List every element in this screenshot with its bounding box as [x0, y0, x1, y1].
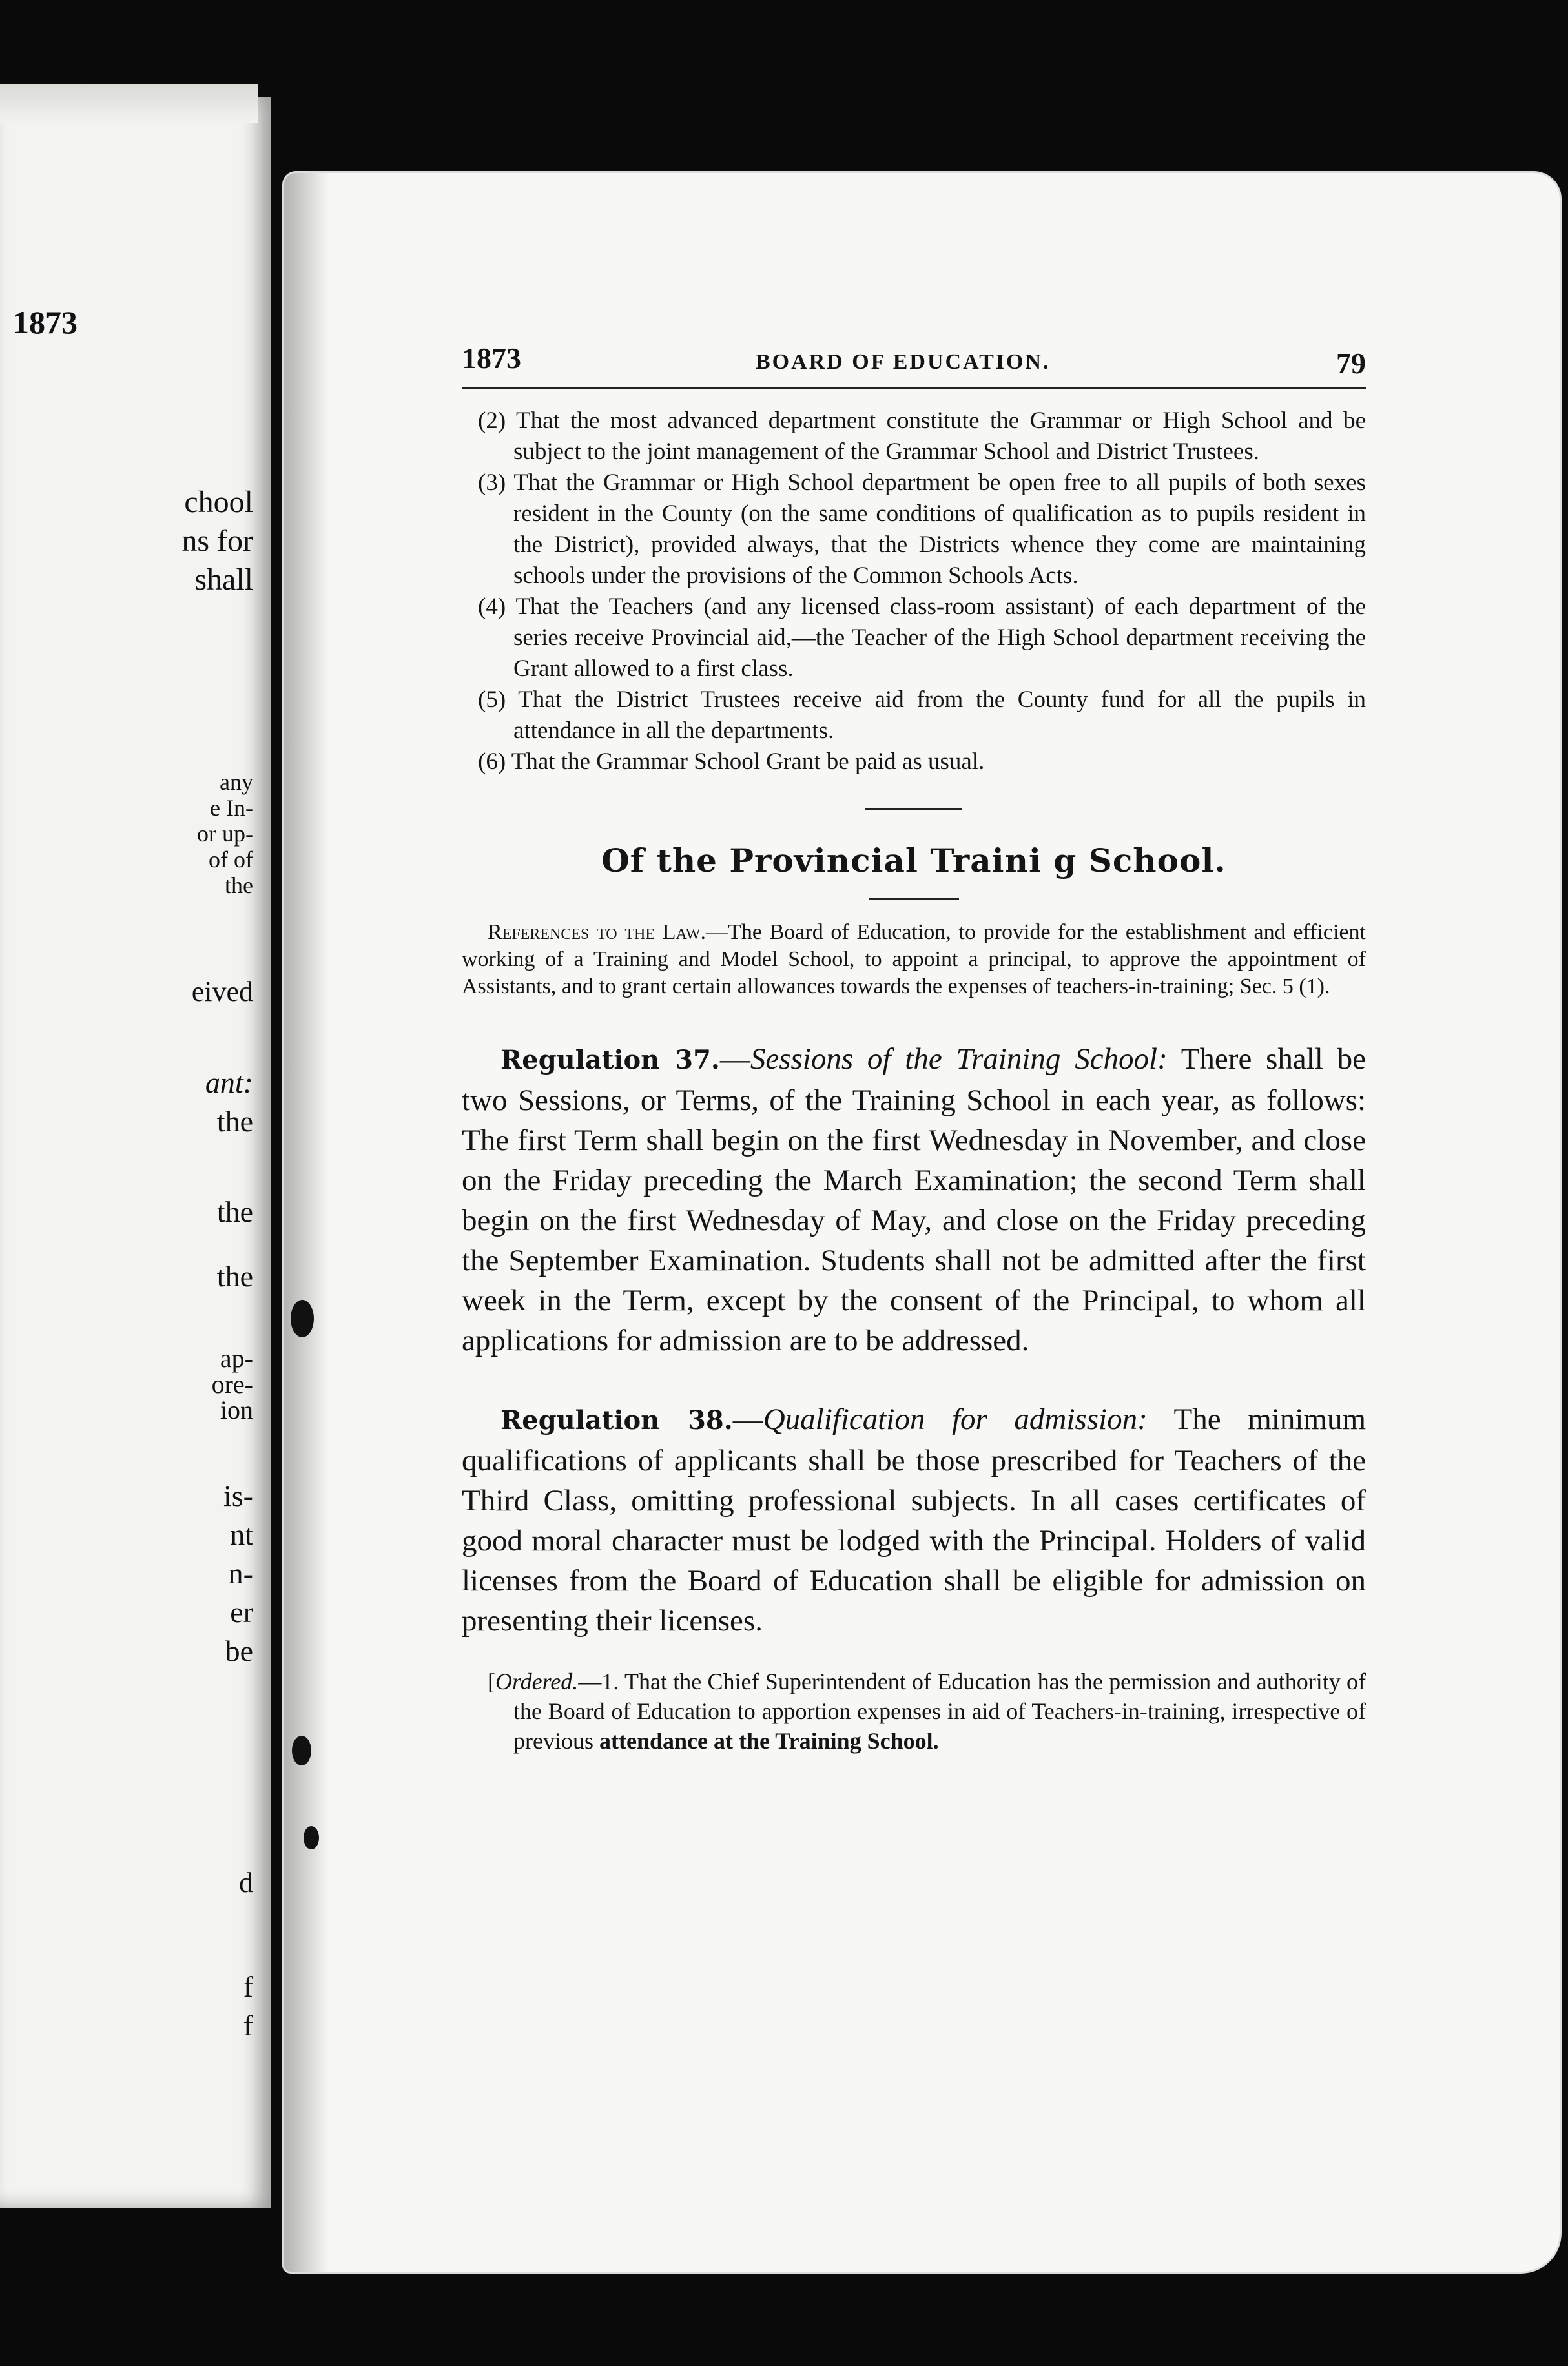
references-label: References to the Law.: [488, 920, 707, 944]
ink-blot: [291, 1300, 314, 1337]
regulation-subject: Qualification for admission:: [763, 1403, 1148, 1436]
left-page-fragment: e In-: [210, 795, 253, 821]
left-page-fragment: chool: [184, 485, 253, 519]
section-divider: [865, 808, 962, 810]
references-text: —The Board of Education, to provide for the establishment and efficient working of a Training and Model School, to appoint a principal, to approve the appointment of Assistants, and to grant certain allowances towards the expenses of teachers-in-training; Sec. 5 (1).: [462, 920, 1366, 998]
left-page-fragment: the: [216, 1260, 253, 1293]
left-page-fragment: nt: [230, 1518, 253, 1551]
regulation-text: There shall be two Sessions, or Terms, of the Training School in each year, as follows: The first Term shall begin on the first Wednesday in November, and close on the Friday preceding the March Examination; the second Term shall begin on the first Wednesday of May, and close on the Friday preceding the September Examination. Students shall not be admitted after the first week in the Term, except by the consent of the Principal, to whom all applications for admission are to be addressed.: [462, 1042, 1366, 1357]
section-divider: [869, 898, 959, 900]
left-page-fragment: f: [243, 1970, 253, 2003]
condition-item: (5) That the District Trustees receive aid from the County fund for all the pupils in attendance in all the departments.: [478, 686, 1366, 744]
previous-page: [0, 97, 271, 2208]
left-page-fragment: f: [243, 2009, 253, 2042]
page-content: [462, 341, 1366, 1756]
section-heading: Of the Provincial Traini g School.: [601, 841, 1226, 880]
left-page-rule: [0, 349, 252, 355]
gutter-shadow: [284, 173, 329, 2272]
condition-item: (6) That the Grammar School Grant be paid as usual.: [478, 748, 985, 775]
left-page-fragment: er: [230, 1596, 253, 1629]
left-page-fragment: shall: [194, 562, 253, 597]
left-page-fragment: the: [216, 1195, 253, 1228]
left-page-fragment: eived: [191, 976, 253, 1007]
regulation-text: The minimum qualifications of applicants shall be those prescribed for Teachers of the Third Class, omitting professional subjects. In all cases certificates of good moral character must be lodged with the Principal. Holders of valid licenses from the Board of Education shall be eligible for admission on presenting their licenses.: [462, 1403, 1366, 1638]
left-page-fragment: n-: [228, 1557, 253, 1590]
condition-item: (3) That the Grammar or High School department be open free to all pupils of both sexes resident in the County (on the same conditions of qualification as to pupils resident in the District), provided always, that the Districts whence they come are maintaining schools under the provisions of the Common Schools Acts.: [478, 469, 1366, 589]
left-page-fragment: any: [220, 769, 253, 795]
left-page-fragment: of of: [209, 847, 253, 872]
left-page-fragment: ant:: [205, 1066, 253, 1099]
regulation-label: Regulation 38.: [500, 1405, 733, 1435]
references-to-law: [462, 919, 1366, 1000]
book-page: [284, 173, 1560, 2272]
ordered-text: —1. That the Chief Superintendent of Education has the permission and authority of the Board of Education to apportion expenses in aid of Teachers-in-training, irrespective of previous: [513, 1669, 1366, 1754]
running-head-title: BOARD OF EDUCATION.: [756, 350, 1051, 374]
left-page-fragment: the: [225, 872, 253, 898]
ink-blot: [292, 1736, 311, 1765]
ink-blot: [304, 1826, 319, 1849]
left-page-fragment: ns for: [181, 524, 253, 558]
left-page-fragment: ore-: [211, 1370, 253, 1399]
left-page-year: 1873: [13, 304, 77, 340]
regulation-38: Regulation 38.—Qualification for admission: The minimum qualifications of applicants shall be those prescribed for Teachers of the Third Class, omitting professional subjects. In all cases certificates of good moral character must be lodged with the Principal. Holders of valid licenses from the Board of Education shall be eligible for admission on presenting their licenses.: [462, 1403, 1366, 1638]
ordered-note: [462, 1667, 1366, 1756]
left-page-fragment: d: [239, 1867, 253, 1898]
left-page-fragment: be: [225, 1634, 253, 1667]
left-page-fragment: or up-: [197, 821, 253, 847]
regulation-37: Regulation 37.—Sessions of the Training School: There shall be two Sessions, or Terms, of the Training School in each year, as follows: The first Term shall begin on the first Wednesday in November, and close on the Friday preceding the March Examination; the second Term shall begin on the first Wednesday of May, and close on the Friday preceding the September Examination. Students shall not be admitted after the first week in the Term, except by the consent of the Principal, to whom all applications for admission are to be addressed.: [462, 1042, 1366, 1357]
left-page-fragment: is-: [223, 1479, 253, 1512]
left-page-fragment: ap-: [220, 1344, 253, 1373]
left-page-fragment: the: [216, 1105, 253, 1138]
ordered-tail: attendance at the Training School.: [599, 1728, 939, 1754]
regulation-label: Regulation 37.: [500, 1045, 720, 1075]
page-stack-edge: [0, 84, 258, 123]
running-head-year: 1873: [462, 342, 521, 375]
condition-item: (2) That the most advanced department constitute the Grammar or High School and be subject to the joint management of the Grammar School and District Trustees.: [478, 407, 1366, 465]
page-number: 79: [1336, 347, 1366, 380]
ordered-label: Ordered.: [495, 1669, 579, 1694]
header-rule: [462, 387, 1366, 395]
left-page-fragment: ion: [220, 1395, 253, 1425]
condition-item: (4) That the Teachers (and any licensed class-room assistant) of each department of the series receive Provincial aid,—the Teacher of the High School department receiving the Grant allowed to a first class.: [478, 593, 1366, 682]
ordered-bracket: [: [488, 1669, 495, 1694]
running-head: [462, 341, 1366, 387]
regulation-subject: Sessions of the Training School:: [750, 1042, 1168, 1076]
